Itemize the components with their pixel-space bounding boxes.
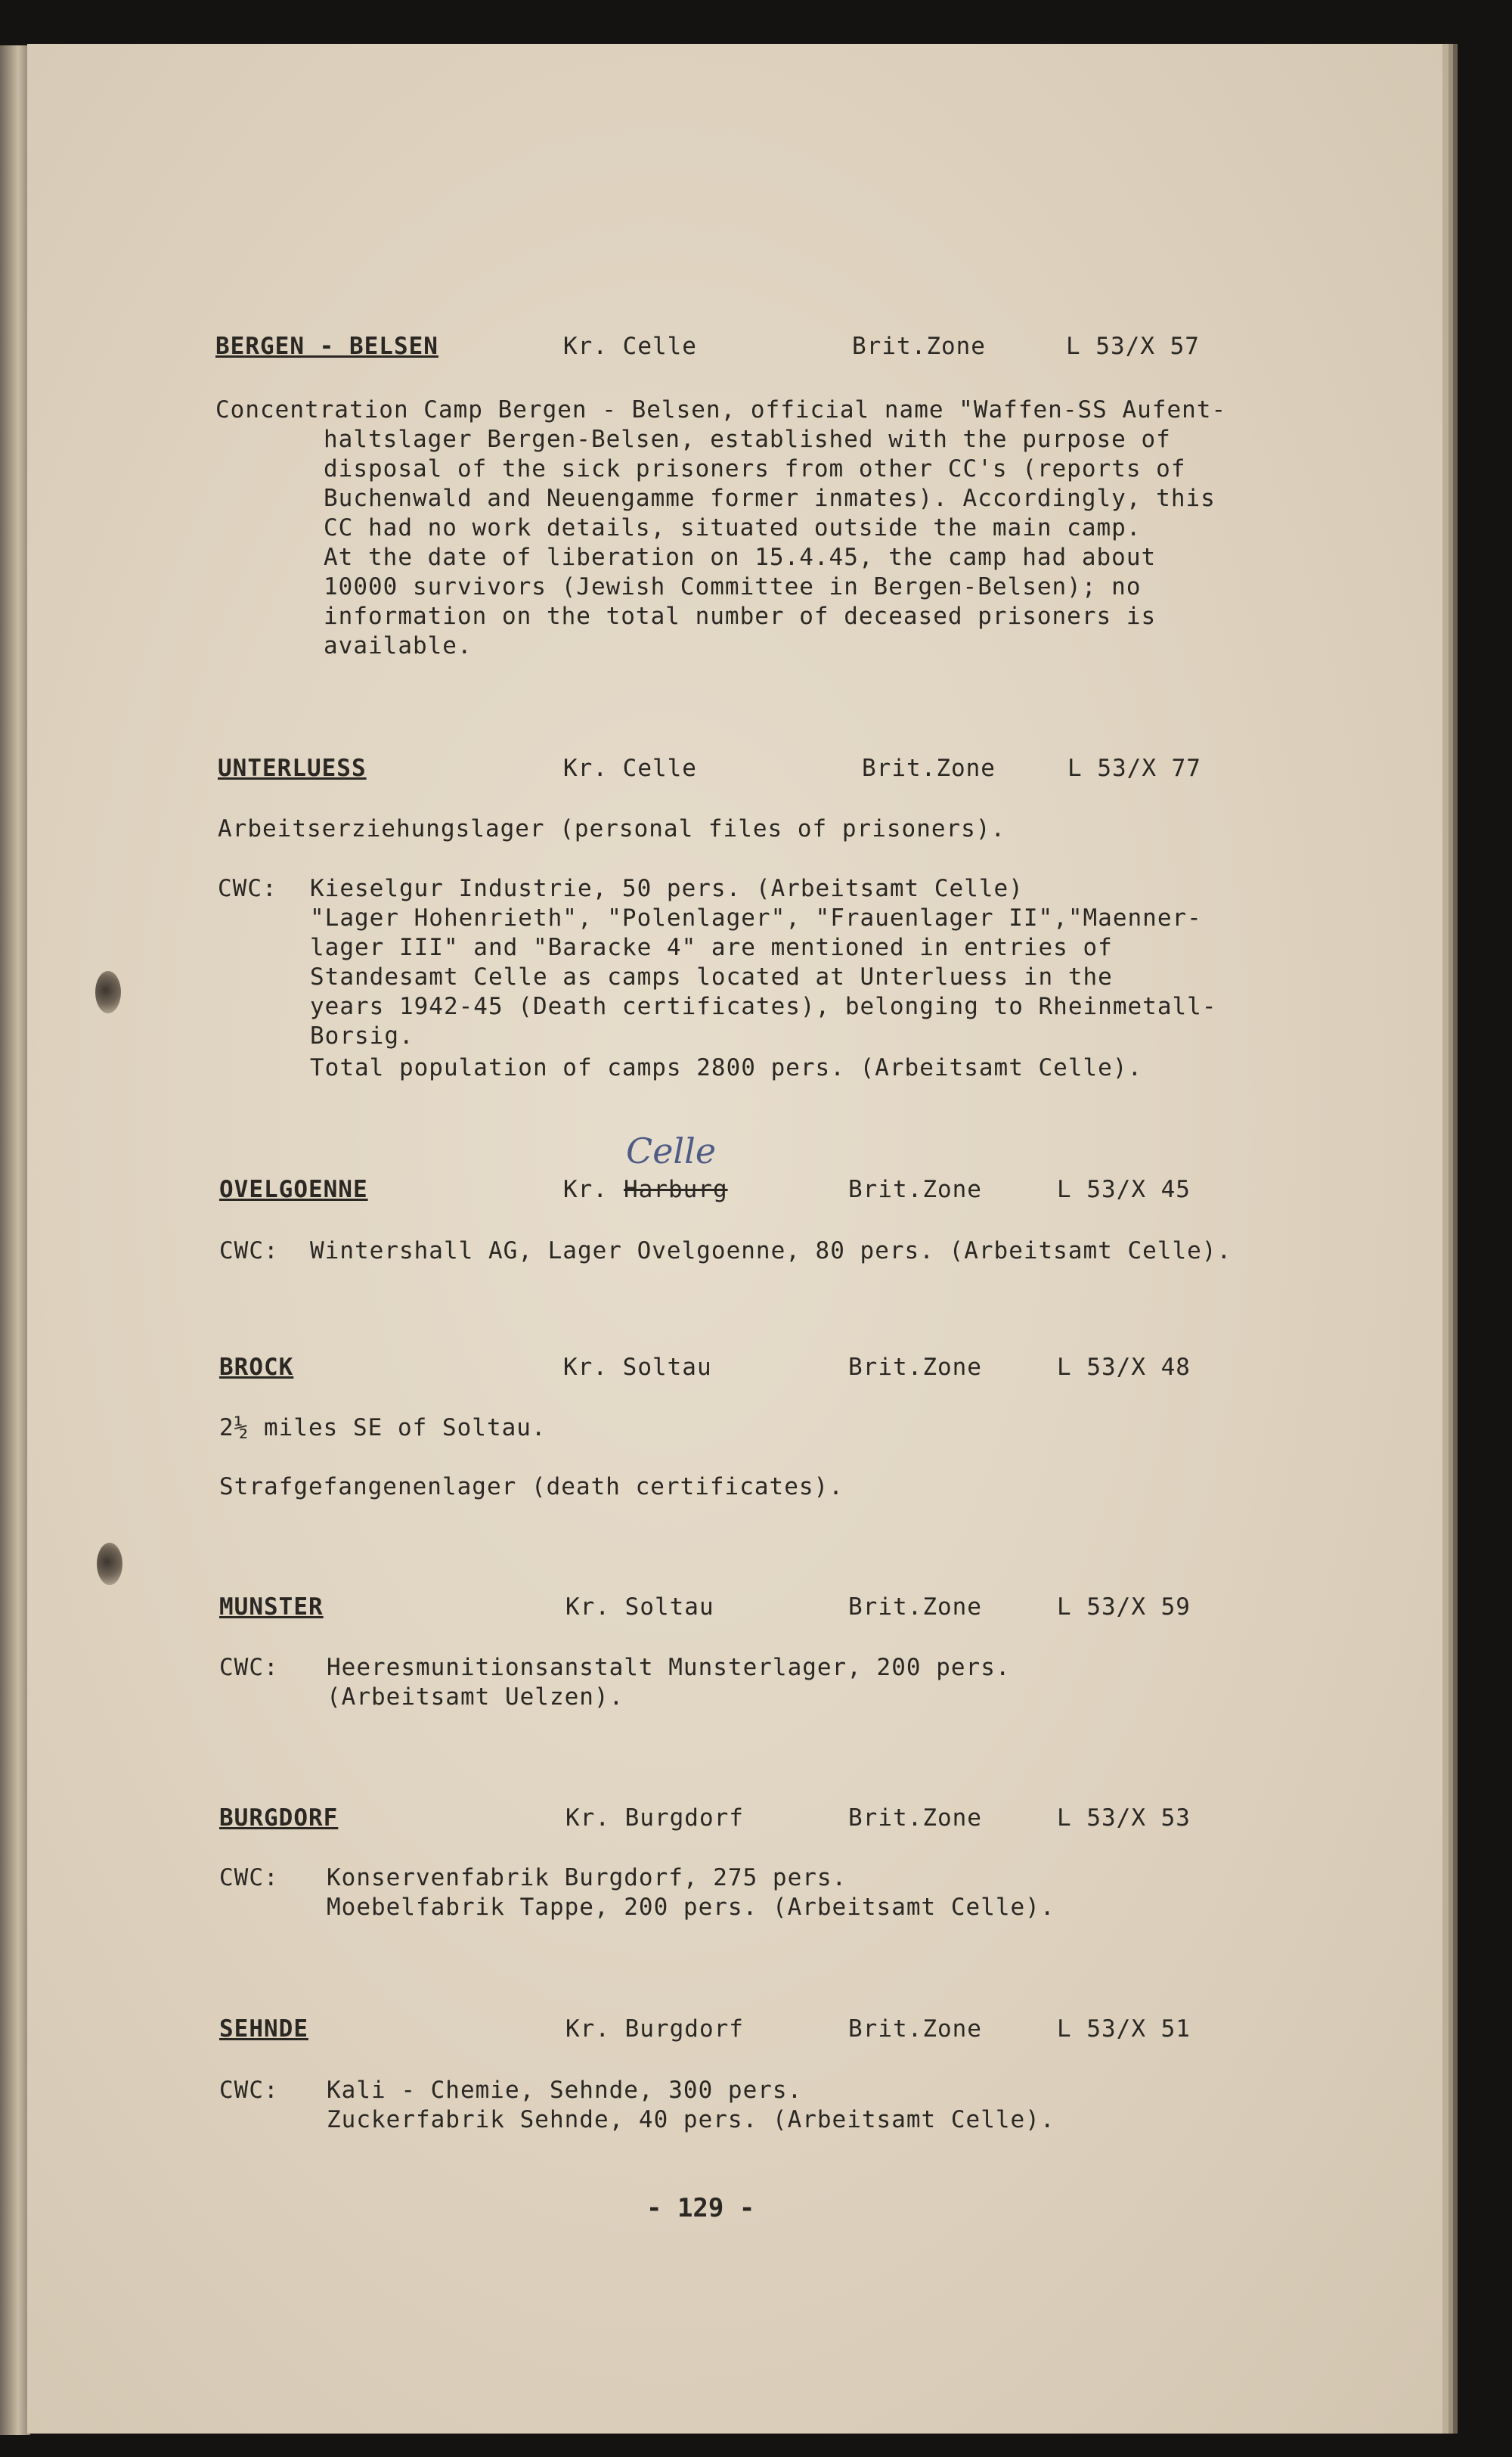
entry-place: BERGEN - BELSEN bbox=[215, 333, 438, 360]
entry-body-line: Konservenfabrik Burgdorf, 275 pers. bbox=[327, 1864, 847, 1891]
entry-body-line: At the date of liberation on 15.4.45, the camp had about bbox=[324, 544, 1157, 571]
entry-district: Kr. Burgdorf bbox=[565, 1804, 744, 1832]
entry-body-line: 10000 survivors (Jewish Committee in Bergen-Belsen); no bbox=[324, 573, 1142, 600]
entry-body-line: Standesamt Celle as camps located at Unterluess in the bbox=[310, 963, 1113, 991]
entry-ref: L 53/X 53 bbox=[1057, 1804, 1191, 1832]
entry-body-line: disposal of the sick prisoners from other CC's (reports of bbox=[324, 455, 1186, 482]
entry-body-line: Buchenwald and Neuengamme former inmates). Accordingly, this bbox=[324, 485, 1216, 512]
entry-zone: Brit.Zone bbox=[852, 333, 986, 360]
entry-place: BURGDORF bbox=[219, 1804, 339, 1832]
entry-zone: Brit.Zone bbox=[848, 1354, 982, 1381]
entry-zone: Brit.Zone bbox=[848, 2015, 982, 2043]
entry-body-line: available. bbox=[324, 632, 472, 659]
entry-body-line: (Arbeitsamt Uelzen). bbox=[327, 1683, 624, 1711]
entry-body-line: "Lager Hohenrieth", "Polenlager", "Frauenlager II","Maenner- bbox=[310, 904, 1202, 932]
entry-place: SEHNDE bbox=[219, 2015, 308, 2043]
entry-place: MUNSTER bbox=[219, 1593, 324, 1621]
cwc-label: CWC: bbox=[219, 1864, 279, 1891]
entry-body-line: Concentration Camp Bergen - Belsen, official name "Waffen-SS Aufent- bbox=[215, 396, 1227, 423]
entry-body-line: Heeresmunitionsanstalt Munsterlager, 200 pers. bbox=[327, 1654, 1011, 1681]
entry-body-line: Wintershall AG, Lager Ovelgoenne, 80 pers. (Arbeitsamt Celle). bbox=[310, 1237, 1232, 1264]
entry-body-line: Borsig. bbox=[310, 1022, 414, 1050]
entry-body-line: haltslager Bergen-Belsen, established with the purpose of bbox=[324, 426, 1171, 453]
entry-ref: L 53/X 77 bbox=[1067, 755, 1201, 782]
entry-place: UNTERLUESS bbox=[218, 755, 367, 782]
entry-body-line: years 1942-45 (Death certificates), belonging to Rheinmetall- bbox=[310, 993, 1217, 1020]
cwc-label: CWC: bbox=[219, 1237, 279, 1264]
entry-zone: Brit.Zone bbox=[848, 1593, 982, 1621]
cwc-label: CWC: bbox=[219, 2077, 279, 2104]
entry-place: BROCK bbox=[219, 1354, 294, 1381]
entry-ref: L 53/X 51 bbox=[1057, 2015, 1191, 2043]
entry-ref: L 53/X 59 bbox=[1057, 1593, 1191, 1621]
entry-body-line: CC had no work details, situated outside the main camp. bbox=[324, 514, 1142, 541]
entry-line: 2½ miles SE of Soltau. bbox=[219, 1414, 547, 1441]
entry-district: Kr. Soltau bbox=[565, 1593, 714, 1621]
entry-body-line: Kieselgur Industrie, 50 pers. (Arbeitsamt Celle) bbox=[310, 875, 1024, 902]
entry-place: OVELGOENNE bbox=[219, 1176, 368, 1203]
entry-body-line: information on the total number of deceased prisoners is bbox=[324, 603, 1157, 630]
entry-zone: Brit.Zone bbox=[862, 755, 996, 782]
page-number: - 129 - bbox=[646, 2193, 755, 2223]
handwritten-correction: Celle bbox=[626, 1131, 717, 1171]
binding-hole bbox=[97, 1543, 122, 1585]
cwc-label: CWC: bbox=[219, 1654, 279, 1681]
entry-body-line: Total population of camps 2800 pers. (Arbeitsamt Celle). bbox=[310, 1054, 1143, 1081]
entry-ref: L 53/X 48 bbox=[1057, 1354, 1191, 1381]
entry-district: Kr. Celle bbox=[563, 755, 697, 782]
cwc-label: CWC: bbox=[218, 875, 277, 902]
entry-body-line: Moebelfabrik Tappe, 200 pers. (Arbeitsamt Celle). bbox=[327, 1894, 1055, 1921]
entry-body-line: Zuckerfabrik Sehnde, 40 pers. (Arbeitsamt Celle). bbox=[327, 2106, 1055, 2133]
entry-line: Strafgefangenenlager (death certificates). bbox=[219, 1473, 844, 1500]
entry-district: Kr. Burgdorf bbox=[565, 2015, 744, 2043]
entry-body-line: lager III" and "Baracke 4" are mentioned in entries of bbox=[310, 934, 1113, 961]
entry-body-line: Kali - Chemie, Sehnde, 300 pers. bbox=[327, 2077, 803, 2104]
entry-ref: L 53/X 57 bbox=[1066, 333, 1200, 360]
entry-district: Kr. Soltau bbox=[563, 1354, 712, 1381]
entry-ref: L 53/X 45 bbox=[1057, 1176, 1191, 1203]
entry-intro: Arbeitserziehungslager (personal files of prisoners). bbox=[218, 815, 1006, 842]
entry-zone: Brit.Zone bbox=[848, 1176, 982, 1203]
binding-hole bbox=[95, 971, 121, 1013]
entry-district: Kr. Celle bbox=[563, 333, 697, 360]
entry-district-prefix: Kr. bbox=[563, 1176, 608, 1203]
facing-page-edge bbox=[0, 45, 30, 2435]
entry-zone: Brit.Zone bbox=[848, 1804, 982, 1832]
struck-district: Harburg bbox=[624, 1176, 728, 1203]
